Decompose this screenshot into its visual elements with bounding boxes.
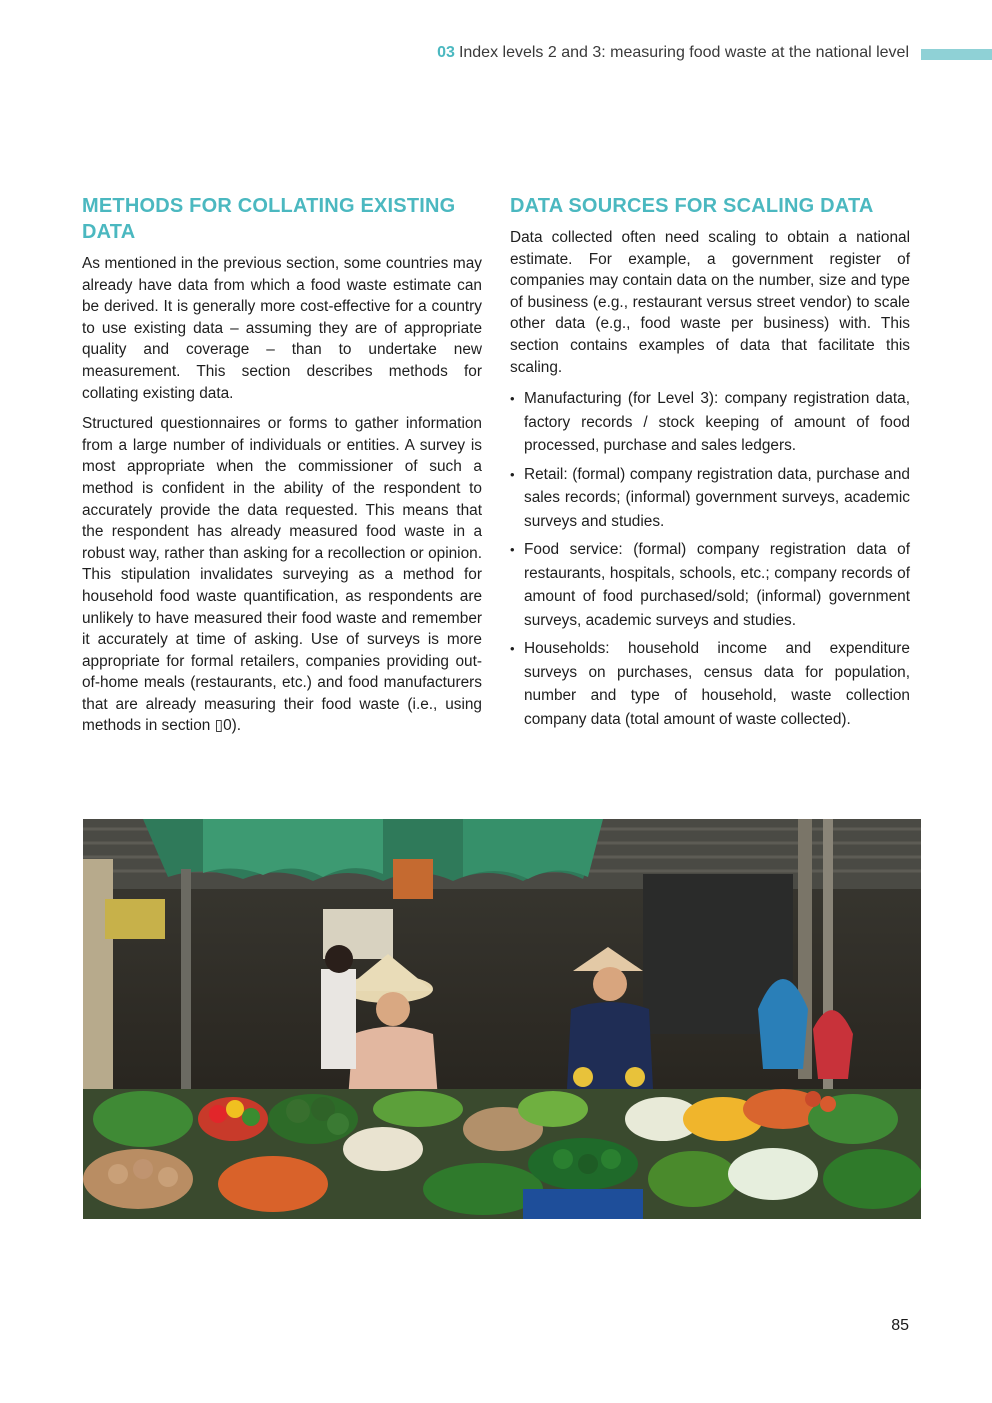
bullet-icon: • — [510, 391, 515, 407]
list-item-text: Manufacturing (for Level 3): company registration data, factory records / stock keeping of amount of food processed, purchase and sales ledgers. — [524, 390, 910, 455]
paragraph: As mentioned in the previous section, some countries may already have data from which a food waste estimate can be derived. It is generally more cost-effective for a country to use existing data – assuming they are of appropriate quality and coverage – than to undertake new measurement. This section describes methods for collating existing data. — [82, 255, 482, 402]
market-vegetable-stall-photo — [83, 819, 921, 1219]
list-item — [510, 538, 910, 632]
intro-paragraph: Data collected often need scaling to obtain a national estimate. For example, a government register of companies may contain data on the number, size and type of business (e.g., restaurant versus street vendor) to scale other data (e.g., food waste per business) with. This section contains examples of data that facilitate this scaling. — [510, 229, 910, 376]
page-number: 85 — [891, 1317, 909, 1334]
header-accent-bar — [921, 49, 992, 60]
bullet-icon: • — [510, 466, 515, 482]
bullet-icon: • — [510, 542, 515, 558]
list-item — [510, 637, 910, 731]
section-heading-methods: METHODS FOR COLLATING EXISTING DATA — [82, 195, 456, 243]
list-item-text: Food service: (formal) company registration data of restaurants, hospitals, schools, etc.; company records of amount of food purchased/sold; (informal) government surveys, academic surveys and studies. — [524, 541, 910, 629]
list-item — [510, 387, 910, 458]
list-item-text: Households: household income and expenditure surveys on purchases, census data for population, number and type of household, waste collection company data (total amount of waste collected). — [524, 640, 910, 728]
left-column — [82, 193, 482, 746]
list-item — [510, 463, 910, 534]
list-item-text: Retail: (formal) company registration data, purchase and sales records; (informal) government surveys, academic surveys and studies. — [524, 465, 910, 530]
bullet-icon: • — [510, 641, 515, 657]
section-heading-data-sources: DATA SOURCES FOR SCALING DATA — [510, 195, 874, 217]
data-source-list — [510, 387, 910, 731]
chapter-number: 03 — [437, 44, 455, 61]
running-header — [437, 44, 909, 62]
right-column — [510, 193, 910, 736]
chapter-title: Index levels 2 and 3: measuring food waste at the national level — [458, 44, 909, 61]
photo-illustration — [83, 819, 921, 1219]
paragraph: Structured questionnaires or forms to gather information from a large number of individuals or entities. A survey is most appropriate when the commissioner of such a method is confident in the ability of the respondent to accurately provide the data requested. This means that the respondent has already measured food waste in a robust way, rather than asking for a recollection or opinion. This stipulation invalidates surveying as a method for household food waste quantification, as respondents are unlikely to have measured their food waste and remember it accurately at time of asking. Use of surveys is more appropriate for formal retailers, companies providing out-of-home meals (restaurants, etc.) and food manufacturers that are already measuring their food waste (i.e., using methods in section ▯0). — [82, 415, 482, 735]
